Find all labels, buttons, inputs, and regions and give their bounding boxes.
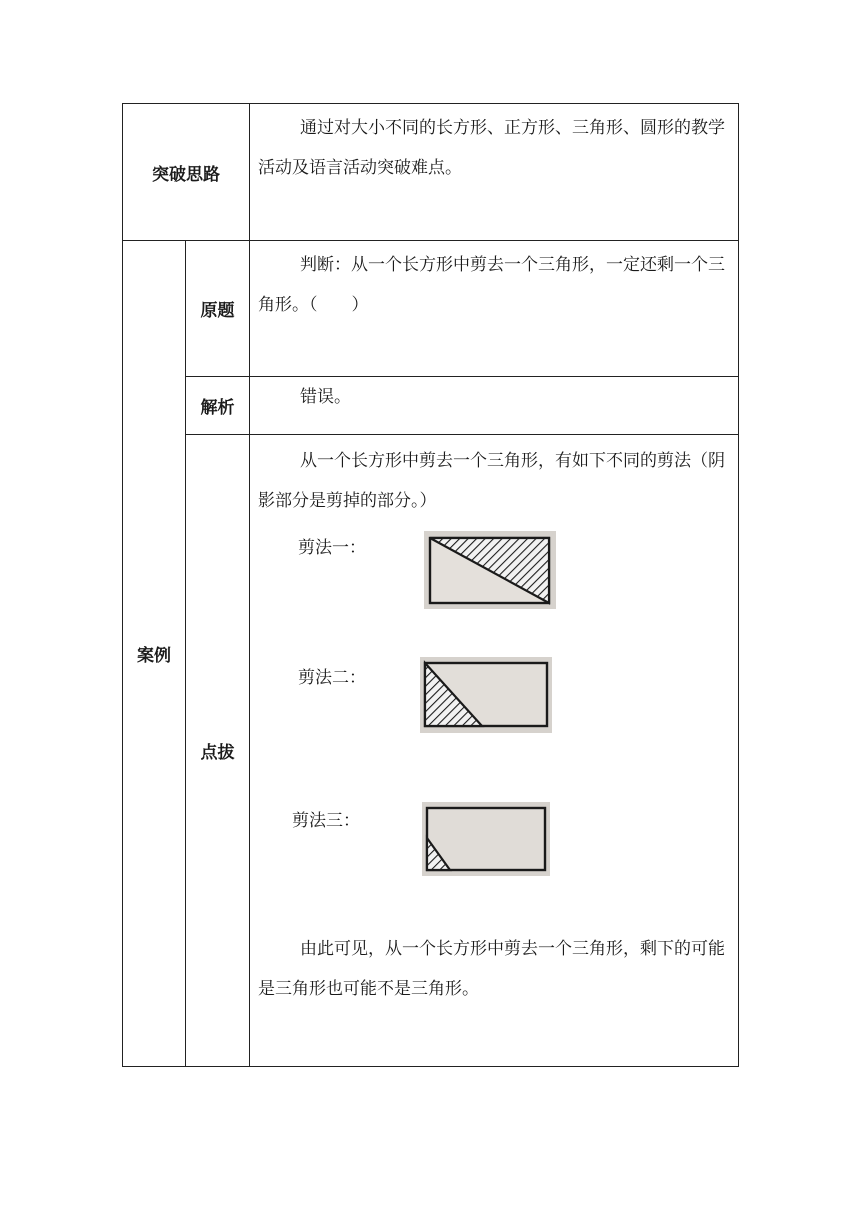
original-question-text: 判断：从一个长方形中剪去一个三角形，一定还剩一个三角形。（ ）	[258, 255, 725, 315]
lesson-table	[122, 103, 739, 1067]
cut-method-2-label: 剪法二：	[298, 668, 366, 688]
cut-method-1-label: 剪法一：	[298, 538, 366, 558]
tips-intro: 从一个长方形中剪去一个三角形，有如下不同的剪法（阴影部分是剪掉的部分。）	[258, 451, 725, 511]
breakthrough-row	[123, 104, 739, 241]
analysis-label: 解析	[186, 377, 250, 435]
breakthrough-text: 通过对大小不同的长方形、正方形、三角形、圆形的教学活动及语言活动突破难点。	[258, 118, 725, 178]
breakthrough-cell	[250, 104, 739, 241]
original-question-row	[123, 241, 739, 377]
analysis-cell	[250, 377, 739, 435]
original-question-label: 原题	[186, 241, 250, 377]
cut-method-3-figure	[422, 802, 550, 876]
cut-method-2-figure	[420, 657, 552, 733]
tips-label: 点拔	[186, 435, 250, 1067]
tips-cell	[250, 435, 739, 1067]
cut-method-1	[250, 521, 738, 657]
original-question-cell	[250, 241, 739, 377]
cut-method-2	[250, 657, 738, 799]
cut-method-1-figure	[424, 531, 556, 609]
cut-method-3-label: 剪法三：	[292, 811, 360, 831]
analysis-row	[123, 377, 739, 435]
case-label: 案例	[123, 241, 186, 1067]
analysis-text: 错误。	[300, 387, 351, 407]
tips-conclusion: 由此可见，从一个长方形中剪去一个三角形，剩下的可能是三角形也可能不是三角形。	[258, 939, 725, 999]
breakthrough-label: 突破思路	[123, 104, 250, 241]
cut-method-3	[250, 799, 738, 929]
tips-row	[123, 435, 739, 1067]
